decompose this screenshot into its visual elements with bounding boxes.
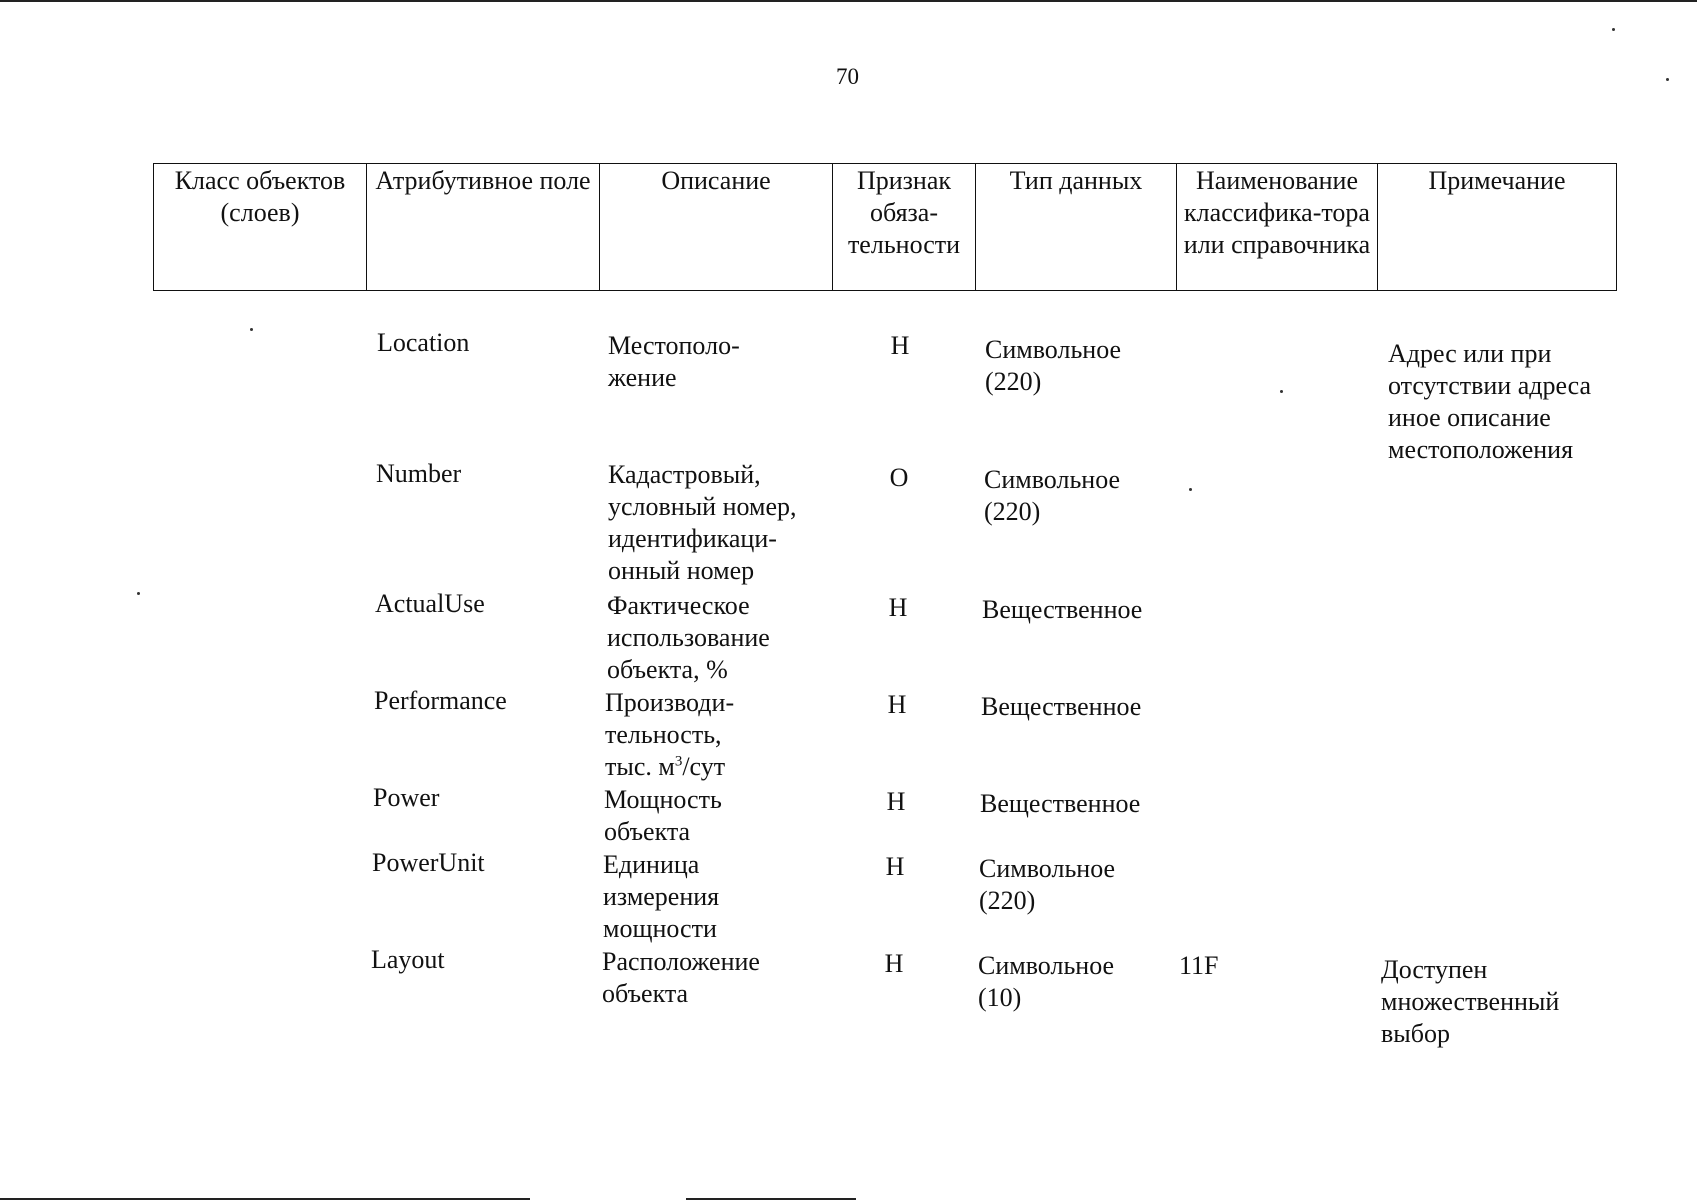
row-powerunit-required: Н (885, 852, 905, 881)
header-class: Класс объектов (слоев) (154, 164, 367, 291)
row-actualuse-data-type: Вещественное (982, 595, 1143, 624)
row-powerunit-data-type: Символьное (220) (979, 854, 1116, 915)
row-number-required: О (889, 463, 909, 492)
row-layout-description: Расположение объекта (602, 947, 760, 1008)
row-location-field: Location (377, 328, 470, 357)
header-classifier: Наименование классифика-тора или справочника (1177, 164, 1378, 291)
scan-speck (1280, 390, 1283, 393)
row-performance-required: Н (887, 690, 907, 719)
row-location-data-type: Символьное (220) (985, 335, 1122, 396)
row-layout-field: Layout (371, 945, 445, 974)
row-power-description: Мощность объекта (604, 785, 722, 846)
row-number-field: Number (376, 459, 462, 488)
row-actualuse-field: ActualUse (375, 589, 485, 618)
header-note: Примечание (1378, 164, 1617, 291)
header-field: Атрибутивное поле (367, 164, 600, 291)
row-layout-classifier: 11F (1179, 951, 1219, 980)
scan-speck (137, 592, 140, 595)
header-required: Признак обяза-тельности (833, 164, 976, 291)
row-location-required: Н (890, 331, 910, 360)
scan-speck (250, 328, 253, 331)
row-powerunit-description: Единица измерения мощности (603, 850, 720, 943)
row-powerunit-field: PowerUnit (372, 848, 485, 877)
row-performance-field: Performance (374, 686, 507, 715)
scan-speck (1666, 78, 1669, 81)
top-border-line (0, 0, 1697, 2)
attribute-table-header (153, 163, 1617, 291)
row-location-description: Местополо- жение (608, 331, 740, 392)
row-performance-data-type: Вещественное (981, 692, 1142, 721)
row-power-field: Power (373, 783, 440, 812)
scan-speck (1189, 488, 1192, 491)
header-description: Описание (600, 164, 833, 291)
scan-speck (1612, 28, 1615, 31)
row-performance-description: Производи- тельность, тыс. $м^3$/сут (605, 688, 735, 781)
row-layout-note: Доступен множественный выбор (1381, 955, 1560, 1048)
row-number-data-type: Символьное (220) (984, 465, 1121, 526)
row-location-note: Адрес или при отсутствии адреса иное описание местоположения (1388, 339, 1592, 464)
header-data-type: Тип данных (976, 164, 1177, 291)
row-number-description: Кадастровый, условный номер, идентификаци- онный номер (608, 460, 797, 585)
page-number: 70 (836, 64, 859, 89)
row-layout-required: Н (884, 949, 904, 978)
row-power-data-type: Вещественное (980, 789, 1141, 818)
row-layout-data-type: Символьное (10) (978, 951, 1115, 1012)
row-actualuse-required: Н (888, 593, 908, 622)
row-actualuse-description: Фактическое использование объекта, % (607, 591, 770, 684)
row-power-required: Н (886, 787, 906, 816)
